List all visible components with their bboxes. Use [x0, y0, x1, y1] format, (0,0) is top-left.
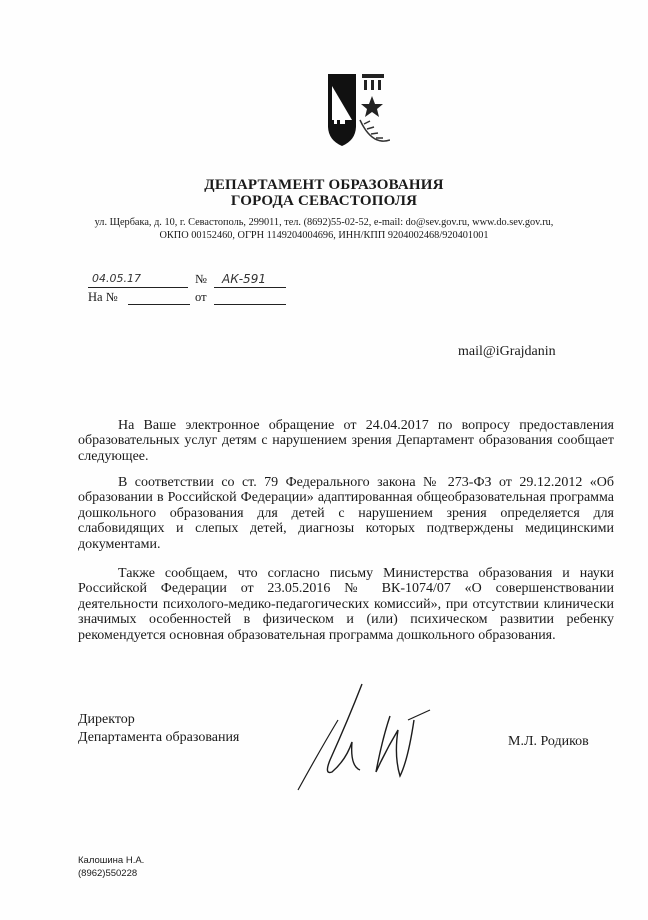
contact-line1: ул. Щербака, д. 10, г. Севастополь, 299011, тел. (8692)55-02-52, e-mail: do@sev.gov.ru, www.do.sev.gov.ru, — [94, 217, 554, 228]
reg-number: АК-591 — [222, 272, 266, 286]
signer-name: М.Л. Родиков — [508, 734, 589, 749]
org-title-line1: ДЕПАРТАМЕНТ ОБРАЗОВАНИЯ — [204, 177, 444, 193]
body-paragraph-3: Также сообщаем, что согласно письму Министерства образования и науки Российской Федерации от 23.05.2016 № ВК-1074/07 «О совершенствовании деятельности психолого-медико-педагогических комиссий», при отсутствии клинически значимых особенностей в физическом и (или) психическом развитии ребенку рекомендуется основная образовательная программа дошкольного образования. — [78, 566, 614, 643]
reg-number-prefix: № — [195, 272, 207, 286]
executor-phone: (8962)550228 — [78, 868, 138, 879]
contact-line2: ОКПО 00152460, ОГРН 1149204004696, ИНН/КПП 9204002468/920401001 — [159, 230, 489, 241]
org-title-line2: ГОРОДА СЕВАСТОПОЛЯ — [230, 193, 418, 209]
from-date-underline — [214, 290, 286, 305]
executor-name: Калошина Н.А. — [78, 855, 145, 866]
recipient-email: mail@iGrajdanin — [458, 344, 556, 359]
from-label: от — [195, 290, 207, 304]
handwritten-signature — [290, 680, 440, 795]
reply-number-underline — [128, 290, 190, 305]
signer-position-line2: Департамента образования — [78, 730, 240, 745]
body-paragraph-2: В соответствии со ст. 79 Федерального закона № 273-ФЗ от 29.12.2012 «Об образовании в Российской Федерации» адаптированная общеобразовательная программа дошкольного образования для детей с нарушением зрения определяется для слабовидящих и слепых детей, диагнозы которых подтверждены медицинскими документами. — [78, 475, 614, 552]
reply-label: На № — [88, 290, 118, 304]
signer-position-line1: Директор — [78, 712, 135, 727]
body-paragraph-1: На Ваше электронное обращение от 24.04.2017 по вопросу предоставления образовательных услуг детям с нарушением зрения Департамент образования сообщает следующее. — [78, 418, 614, 464]
coat-of-arms-icon — [320, 66, 390, 154]
reg-date: 04.05.17 — [92, 272, 141, 285]
